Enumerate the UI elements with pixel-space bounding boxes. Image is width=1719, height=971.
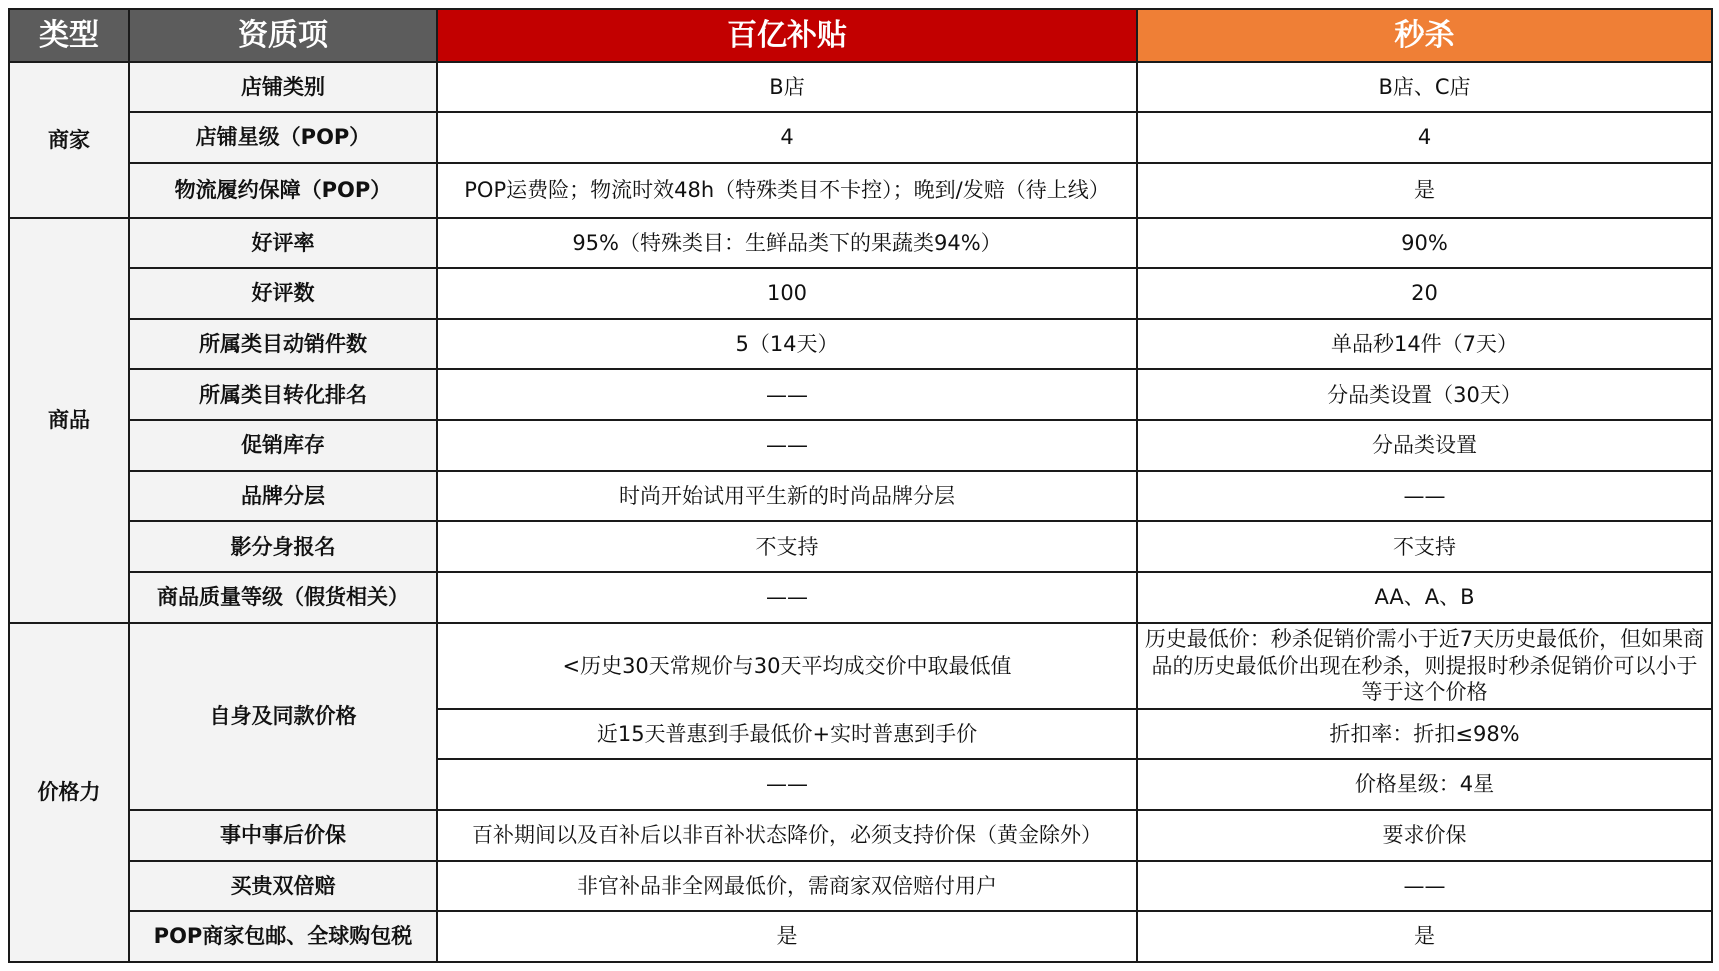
cell-baiyi: —— [437,369,1137,420]
cell-baiyi: 近15天普惠到手最低价+实时普惠到手价 [437,709,1137,760]
cell-miaosha: AA、A、B [1137,572,1712,623]
cell-baiyi: 时尚开始试用平生新的时尚品牌分层 [437,471,1137,522]
header-type: 类型 [9,9,129,62]
cell-baiyi: 100 [437,268,1137,319]
cell-baiyi: 是 [437,911,1137,962]
cell-miaosha: 要求价保 [1137,810,1712,861]
cell-miaosha: B店、C店 [1137,62,1712,113]
cell-miaosha: 折扣率：折扣≤98% [1137,709,1712,760]
row-label: 买贵双倍赔 [129,861,437,912]
table-row [9,268,1712,319]
table-row [9,369,1712,420]
group-merchant: 商家 [9,62,129,218]
row-label: 物流履约保障（POP） [129,163,437,218]
cell-miaosha: 4 [1137,112,1712,163]
row-label: POP商家包邮、全球购包税 [129,911,437,962]
table-row [9,319,1712,370]
cell-miaosha: 分品类设置 [1137,420,1712,471]
cell-miaosha: 不支持 [1137,521,1712,572]
cell-baiyi: 非官补品非全网最低价，需商家双倍赔付用户 [437,861,1137,912]
cell-baiyi: 5（14天） [437,319,1137,370]
table-row [9,572,1712,623]
row-label: 好评数 [129,268,437,319]
row-label: 店铺星级（POP） [129,112,437,163]
row-label: 自身及同款价格 [129,623,437,810]
cell-baiyi: 4 [437,112,1137,163]
row-label: 促销库存 [129,420,437,471]
row-label: 商品质量等级（假货相关） [129,572,437,623]
row-label: 品牌分层 [129,471,437,522]
group-price: 价格力 [9,623,129,962]
table-row [9,521,1712,572]
cell-miaosha: 90% [1137,218,1712,269]
table-row [9,623,1712,709]
row-label: 事中事后价保 [129,810,437,861]
header-item: 资质项 [129,9,437,62]
qualification-table [8,8,1713,963]
cell-miaosha: —— [1137,471,1712,522]
cell-baiyi: 百补期间以及百补后以非百补状态降价，必须支持价保（黄金除外） [437,810,1137,861]
table-row [9,112,1712,163]
cell-miaosha: 价格星级：4星 [1137,759,1712,810]
table-row [9,861,1712,912]
cell-miaosha: 是 [1137,163,1712,218]
cell-baiyi: —— [437,759,1137,810]
cell-miaosha: —— [1137,861,1712,912]
cell-miaosha: 20 [1137,268,1712,319]
cell-baiyi: <历史30天常规价与30天平均成交价中取最低值 [437,623,1137,709]
row-label: 所属类目转化排名 [129,369,437,420]
row-label: 好评率 [129,218,437,269]
cell-baiyi: —— [437,420,1137,471]
cell-baiyi: —— [437,572,1137,623]
table-row [9,911,1712,962]
table-row [9,810,1712,861]
row-label: 影分身报名 [129,521,437,572]
cell-baiyi: 不支持 [437,521,1137,572]
cell-miaosha: 单品秒14件（7天） [1137,319,1712,370]
cell-miaosha: 分品类设置（30天） [1137,369,1712,420]
table-row [9,163,1712,218]
cell-baiyi: B店 [437,62,1137,113]
header-row [9,9,1712,62]
cell-miaosha: 历史最低价：秒杀促销价需小于近7天历史最低价，但如果商品的历史最低价出现在秒杀，则提报时秒杀促销价可以小于等于这个价格 [1137,623,1712,709]
table-row [9,471,1712,522]
cell-baiyi: 95%（特殊类目：生鲜品类下的果蔬类94%） [437,218,1137,269]
table-row [9,420,1712,471]
table-row [9,218,1712,269]
header-baiyi-butie: 百亿补贴 [437,9,1137,62]
table-row [9,62,1712,113]
cell-baiyi: POP运费险；物流时效48h（特殊类目不卡控）；晚到/发赔（待上线） [437,163,1137,218]
header-miaosha: 秒杀 [1137,9,1712,62]
group-product: 商品 [9,218,129,623]
row-label: 所属类目动销件数 [129,319,437,370]
cell-miaosha: 是 [1137,911,1712,962]
row-label: 店铺类别 [129,62,437,113]
